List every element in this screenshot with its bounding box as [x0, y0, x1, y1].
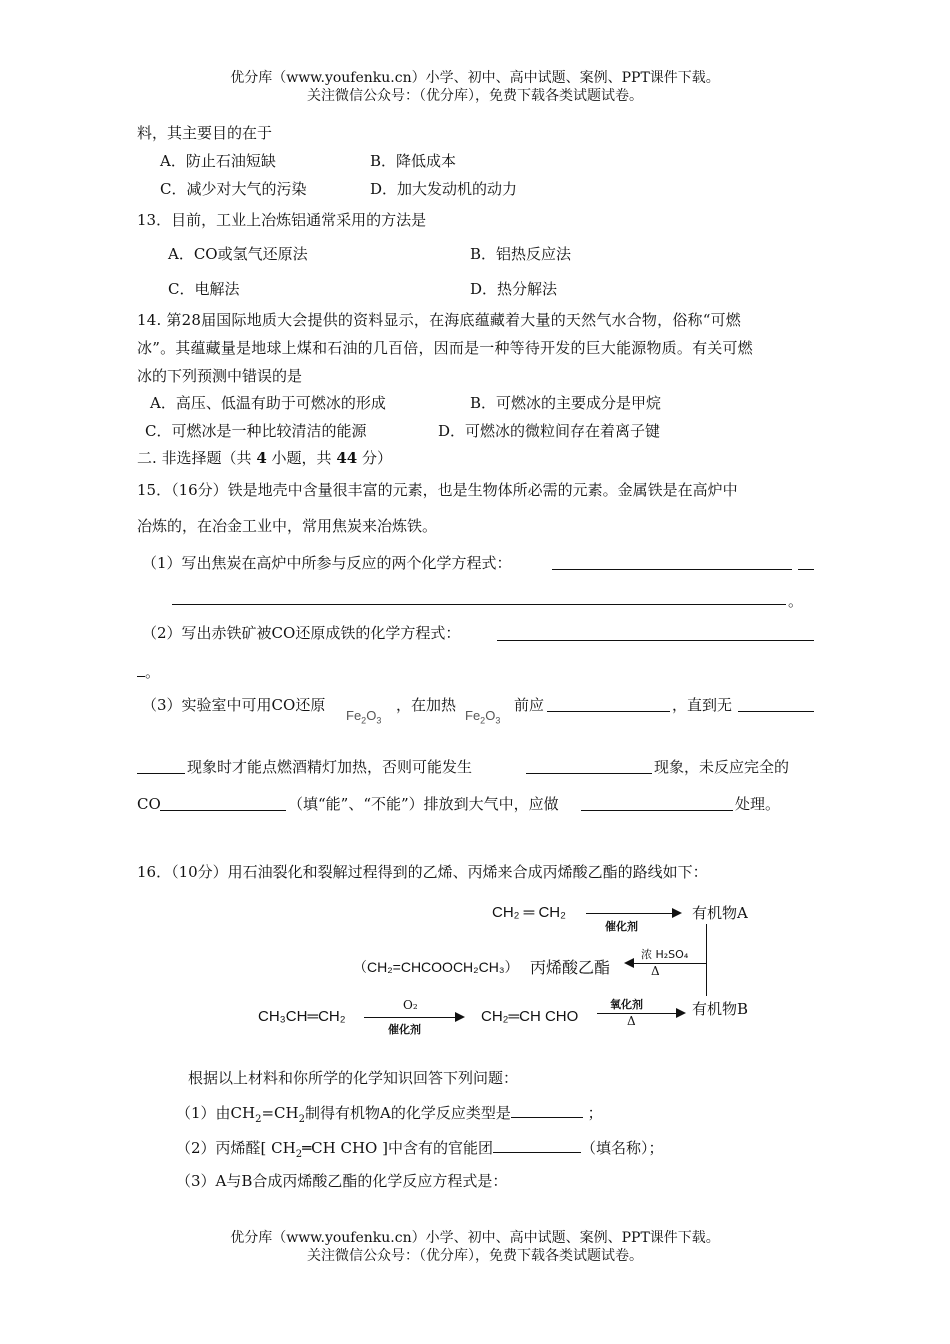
- q14-option-d: D．可燃冰的微粒间存在着离子键: [438, 422, 661, 440]
- organic-a-label: 有机物A: [692, 904, 748, 922]
- oxidant-label: 氧化剂: [610, 998, 643, 1011]
- organic-b-label: 有机物B: [692, 1000, 749, 1018]
- q16-part-2-a: （2）丙烯醛[ $CH_2═CH$ CHO ]中含有的官能团: [176, 1139, 493, 1160]
- q14-line-2: 冰”。其蕴藏量是地球上煤和石油的几百倍，因而是一种等待开发的巨大能源物质。有关可燃: [137, 339, 753, 357]
- q15-part-3-a: （3）实验室中可用CO还原: [142, 696, 326, 714]
- catalyst-label-2: 催化剂: [388, 1023, 421, 1036]
- q15-part-3-d: ，直到无: [672, 696, 733, 714]
- q12-option-d: D．加大发动机的动力: [370, 180, 518, 198]
- arrow-3-shaft: [364, 1017, 458, 1018]
- q15-answer-blank-2[interactable]: [172, 604, 786, 605]
- q15-line-1: 15．（16分）铁是地壳中含量很丰富的元素，也是生物体所必需的元素。金属铁是在高炉中: [137, 481, 738, 499]
- q15-part-1-end: 。: [788, 592, 804, 610]
- footer-line-1: 优分库（www.youfenku.cn）小学、初中、高中试题、案例、PPT课件下载。: [230, 1230, 720, 1246]
- ethylene-formula: CH₂ ═ CH₂: [492, 904, 566, 921]
- q14-option-a: A．高压、低温有助于可燃冰的形成: [150, 394, 386, 412]
- q15-part-3-e: 现象时才能点燃酒精灯加热，否则可能发生: [187, 758, 473, 776]
- q15-part-3-b: ，在加热: [396, 696, 457, 714]
- arrow-3-head: [455, 1012, 465, 1022]
- q15-answer-blank-4[interactable]: [547, 711, 670, 712]
- q15-line-2: 冶炼的，在冶金工业中，常用焦炭来冶炼铁。: [137, 517, 438, 535]
- q16-answer-blank-1[interactable]: [511, 1102, 583, 1118]
- section-2-mid: 小题，共: [271, 449, 332, 467]
- arrow-4-shaft: [597, 1013, 679, 1014]
- q15-answer-blank-6[interactable]: [137, 773, 185, 774]
- q15-part-1-label: （1）写出焦炭在高炉中所参与反应的两个化学方程式：: [142, 554, 512, 572]
- footer-line-2: 关注微信公众号：（优分库），免费下载各类试题试卷。: [307, 1248, 643, 1264]
- fe2o3-formula-1: $Fe_2O_3$: [346, 708, 382, 726]
- q12-option-b: B．降低成本: [370, 152, 457, 170]
- acrolein-formula: CH₂═CH CHO: [481, 1008, 579, 1025]
- q16-part-2: [176, 1137, 663, 1165]
- section-2-score: 44: [336, 449, 358, 467]
- q16-answer-blank-2[interactable]: [493, 1137, 581, 1153]
- delta-label-1: Δ: [651, 964, 660, 978]
- section-2-count: 4: [256, 449, 267, 467]
- q15-answer-blank-9[interactable]: [581, 810, 733, 811]
- q14-line-3: 冰的下列预测中错误的是: [137, 367, 303, 385]
- q13-stem: 13．目前，工业上冶炼铝通常采用的方法是: [137, 211, 427, 229]
- ester-formula: （CH₂=CHCOOCH₂CH₃）: [353, 959, 519, 975]
- q15-part-1: [142, 553, 512, 573]
- q15-part-2-label: （2）写出赤铁矿被CO还原成铁的化学方程式：: [142, 624, 461, 642]
- q16-part-3: （3）A与B合成丙烯酸乙酯的化学反应方程式是：: [176, 1172, 508, 1190]
- section-2-heading: [137, 448, 392, 468]
- header-line-1: 优分库（www.youfenku.cn）小学、初中、高中试题、案例、PPT课件下载。: [230, 70, 720, 86]
- q16-intro: 根据以上材料和你所学的化学知识回答下列问题：: [188, 1069, 519, 1087]
- connector-vertical: [706, 924, 707, 996]
- q12-option-c: C．减少对大气的污染: [160, 180, 307, 198]
- delta-label-2: Δ: [627, 1014, 636, 1028]
- ester-name: 丙烯酸乙酯: [530, 958, 611, 977]
- q15-part-3-h: （填“能”、“不能”）排放到大气中，应做: [288, 795, 559, 813]
- q16-part-2-b: （填名称）；: [580, 1139, 664, 1157]
- q13-option-a: A．CO或氢气还原法: [168, 245, 308, 263]
- q12-tail: 料，其主要目的在于: [137, 124, 273, 142]
- propylene-formula: CH₃CH═CH₂: [258, 1008, 346, 1025]
- section-2-suffix: 分）: [362, 449, 393, 467]
- q14-option-c: C．可燃冰是一种比较清洁的能源: [145, 422, 367, 440]
- fe2o3-formula-2: $Fe_2O_3$: [465, 708, 501, 726]
- q16-part-1: [176, 1102, 603, 1130]
- catalyst-label-1: 催化剂: [605, 920, 638, 933]
- arrow-2-shaft: [630, 963, 706, 964]
- q15-answer-blank-1b[interactable]: [798, 569, 814, 570]
- q15-part-3-f: 现象，未反应完全的: [654, 758, 790, 776]
- arrow-1-shaft: [586, 913, 676, 914]
- q16-part-1-a: （1）由: [176, 1104, 231, 1122]
- q15-answer-blank-8[interactable]: [160, 810, 286, 811]
- o2-label: O₂: [403, 998, 418, 1012]
- q12-option-a: A．防止石油短缺: [160, 152, 276, 170]
- arrow-4-head: [676, 1008, 686, 1018]
- q15-answer-blank-3b[interactable]: [137, 676, 145, 677]
- q14-line-1: 14. 第28届国际地质大会提供的资料显示，在海底蕴藏着大量的天然气水合物，俗称“可燃: [137, 311, 741, 329]
- q15-answer-blank-7[interactable]: [526, 773, 652, 774]
- q15-answer-blank-3[interactable]: [497, 640, 814, 641]
- q15-part-3-g: CO: [137, 795, 161, 813]
- q13-option-d: D．热分解法: [470, 280, 558, 298]
- q16-part-1-c: ；: [587, 1104, 603, 1122]
- q16-part-1-formula: $CH_2=CH_2$: [230, 1104, 305, 1125]
- q14-option-b: B．可燃冰的主要成分是甲烷: [470, 394, 662, 412]
- section-2-prefix: 二. 非选择题（共: [137, 449, 252, 467]
- q15-part-3-i: 处理。: [735, 795, 781, 813]
- q15-part-2-end: 。: [145, 663, 161, 681]
- q15-answer-blank-5[interactable]: [738, 711, 814, 712]
- header-line-2: 关注微信公众号：（优分库），免费下载各类试题试卷。: [307, 88, 643, 104]
- q15-answer-blank-1[interactable]: [552, 569, 792, 570]
- q16-part-1-b: 制得有机物A的化学反应类型是: [305, 1104, 511, 1122]
- q15-part-3-c: 前应: [514, 696, 545, 714]
- q13-option-b: B．铝热反应法: [470, 245, 572, 263]
- q16-stem: 16．（10分）用石油裂化和裂解过程得到的乙烯、丙烯来合成丙烯酸乙酯的路线如下：: [137, 863, 708, 881]
- arrow-1-head: [672, 908, 682, 918]
- conc-h2so4-label: 浓 H₂SO₄: [641, 948, 689, 961]
- q13-option-c: C．电解法: [168, 280, 240, 298]
